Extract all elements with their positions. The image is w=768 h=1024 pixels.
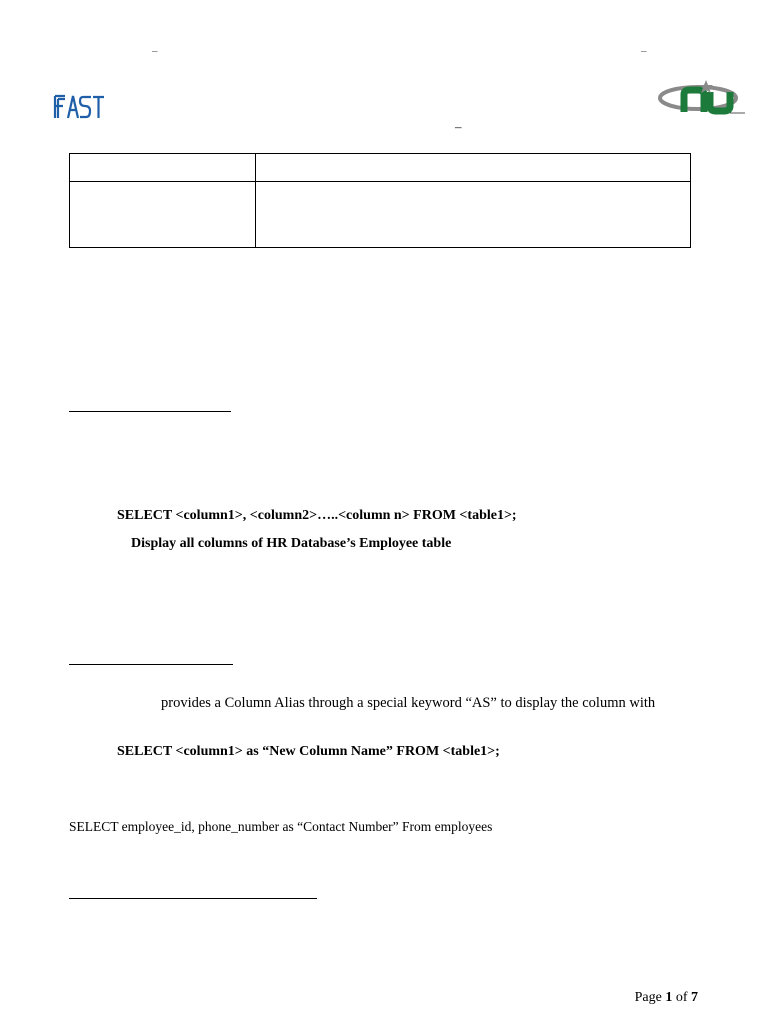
total-pages: 7 <box>691 990 698 1005</box>
section-heading-underline <box>69 664 233 665</box>
section-heading-underline <box>69 411 231 412</box>
table-cell <box>256 182 691 248</box>
table-row <box>70 182 691 248</box>
table-cell <box>70 154 256 182</box>
header-dash-right: – <box>641 45 647 57</box>
header-dash-left: – <box>152 45 158 57</box>
page-number <box>635 990 698 1006</box>
table-cell <box>70 182 256 248</box>
page-label: Page <box>634 990 662 1005</box>
nu-logo <box>658 78 746 116</box>
fast-logo <box>53 94 105 120</box>
current-page: 1 <box>665 990 673 1005</box>
alias-syntax: SELECT <column1> as “New Column Name” FROM <table1>; <box>117 744 500 759</box>
alias-example: SELECT employee_id, phone_number as “Contact Number” From employees <box>69 819 493 834</box>
table-cell <box>256 154 691 182</box>
course-info-table <box>69 153 691 248</box>
table-row <box>70 154 691 182</box>
header-dash-center: – <box>455 119 462 134</box>
display-task: Display all columns of HR Database’s Employee table <box>131 536 452 551</box>
of-label: of <box>675 990 688 1005</box>
select-syntax: SELECT <column1>, <column2>…..<column n> FROM <table1>; <box>117 508 517 523</box>
alias-description: provides a Column Alias through a special keyword “AS” to display the column with <box>161 695 656 711</box>
section-heading-underline <box>69 898 317 899</box>
